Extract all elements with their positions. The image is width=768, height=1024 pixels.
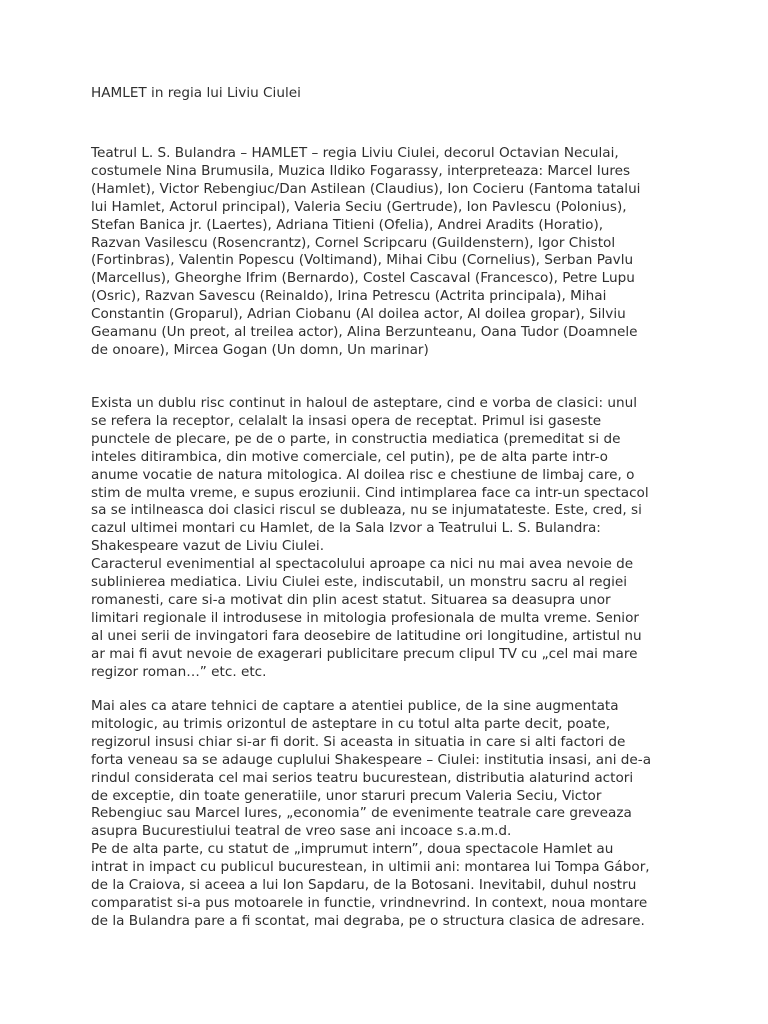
text-line: se refera la receptor, celalalt la insasi opera de receptat. Primul isi gaseste (91, 412, 602, 429)
text-line: stim de multa vreme, e supus eroziunii. Cind intimplarea face ca intr-un spectacol (91, 484, 649, 501)
text-line: sa se intilneasca doi clasici riscul se dubleaza, nu se injumatateste. Este, cred, si (91, 502, 642, 519)
credits-paragraph (91, 145, 711, 360)
text-line: Shakespeare vazut de Liviu Ciulei. (91, 538, 325, 555)
body-paragraph-1 (91, 395, 711, 682)
text-line: cazul ultimei montari cu Hamlet, de la Sala Izvor a Teatrului L. S. Bulandra: (91, 520, 601, 537)
text-line: (Fortinbras), Valentin Popescu (Voltimand), Mihai Cibu (Cornelius), Serban Pavlu (91, 252, 634, 269)
text-line: Constantin (Groparul), Adrian Ciobanu (Al doilea actor, Al doilea gropar), Silviu (91, 306, 626, 323)
text-line: punctele de plecare, pe de o parte, in constructia mediatica (premeditat si de (91, 430, 621, 447)
text-line: de la Bulandra pare a fi scontat, mai degraba, pe o structura clasica de adresare. (91, 912, 645, 929)
text-line: Rebengiuc sau Marcel Iures, „economia” de evenimente teatrale care greveaza (91, 805, 632, 822)
text-line: Geamanu (Un preot, al treilea actor), Alina Berzunteanu, Oana Tudor (Doamnele (91, 324, 638, 341)
text-line: inteles ditirambica, din motive comerciale, cel putin), pe de alta parte intr-o (91, 448, 608, 465)
text-line: Teatrul L. S. Bulandra – HAMLET – regia Liviu Ciulei, decorul Octavian Neculai, (91, 145, 619, 161)
text-line: anume vocatie de natura mitologica. Al doilea risc e chestiune de limbaj care, o (91, 466, 635, 483)
text-line: de la Craiova, si aceea a lui Ion Sapdaru, de la Botosani. Inevitabil, duhul nostru (91, 877, 637, 894)
text-line: Caracterul evenimential al spectacolului aproape ca nici nu mai avea nevoie de (91, 556, 634, 573)
text-line: costumele Nina Brumusila, Muzica Ildiko Fogarassy, interpreteaza: Marcel Iures (91, 162, 631, 179)
text-line: Stefan Banica jr. (Laertes), Adriana Titieni (Ofelia), Andrei Aradits (Horatio), (91, 216, 604, 233)
text-line: limitari regionale il introdusese in mitologia profesionala de multa vreme. Senior (91, 609, 639, 626)
text-line: comparatist si-a pus motoarele in functie, vrindnevrind. In context, noua montare (91, 894, 648, 911)
text-line: romanesti, care si-a motivat din plin acest statut. Situarea sa deasupra unor (91, 591, 611, 608)
text-line: ar mai fi avut nevoie de exagerari publicitare precum clipul TV cu „cel mai mare (91, 645, 638, 662)
text-line: Pe de alta parte, cu statut de „imprumut intern”, doua spectacole Hamlet au (91, 841, 614, 858)
text-line: sublinierea mediatica. Liviu Ciulei este, indiscutabil, un monstru sacru al regiei (91, 574, 628, 591)
body-paragraph-2 (91, 698, 711, 931)
page-title: HAMLET in regia lui Liviu Ciulei (91, 85, 301, 101)
text-line: (Osric), Razvan Savescu (Reinaldo), Irina Petrescu (Actrita principala), Mihai (91, 288, 607, 305)
text-line: rindul considerata cel mai serios teatru bucurestean, distributia alaturind actori (91, 769, 634, 786)
text-line: mitologic, au trimis orizontul de asteptare in cu totul alta parte decit, poate, (91, 715, 611, 732)
text-line: regizorul insusi chiar si-ar fi dorit. Si aceasta in situatia in care si alti factori de (91, 733, 626, 750)
text-line: lui Hamlet, Actorul principal), Valeria Seciu (Gertrude), Ion Pavlescu (Polonius), (91, 198, 627, 215)
text-line: regizor roman…” etc. etc. (91, 663, 267, 680)
text-line: al unei serii de invingatori fara deosebire de latitudine ori longitudine, artistul nu (91, 627, 642, 644)
text-line: Exista un dublu risc continut in haloul de asteptare, cind e vorba de clasici: unul (91, 395, 637, 411)
text-line: de exceptie, din toate generatiile, unor staruri precum Valeria Seciu, Victor (91, 787, 602, 804)
text-line: Mai ales ca atare tehnici de captare a atentiei publice, de la sine augmentata (91, 698, 619, 714)
text-line: (Marcellus), Gheorghe Ifrim (Bernardo), Costel Cascaval (Francesco), Petre Lupu (91, 270, 635, 287)
text-line: forta veneau sa se adauge cuplului Shakespeare – Ciulei: institutia insasi, ani de-a (91, 751, 652, 768)
text-line: intrat in impact cu publicul bucurestean, in ultimii ani: montarea lui Tompa Gábor, (91, 859, 650, 876)
text-line: asupra Bucurestiului teatral de vreo sase ani incoace s.a.m.d. (91, 823, 512, 840)
text-line: Razvan Vasilescu (Rosencrantz), Cornel Scripcaru (Guildenstern), Igor Chistol (91, 234, 616, 251)
text-line: (Hamlet), Victor Rebengiuc/Dan Astilean (Claudius), Ion Cocieru (Fantoma tatalui (91, 180, 641, 197)
text-line: de onoare), Mircea Gogan (Un domn, Un marinar) (91, 341, 429, 358)
